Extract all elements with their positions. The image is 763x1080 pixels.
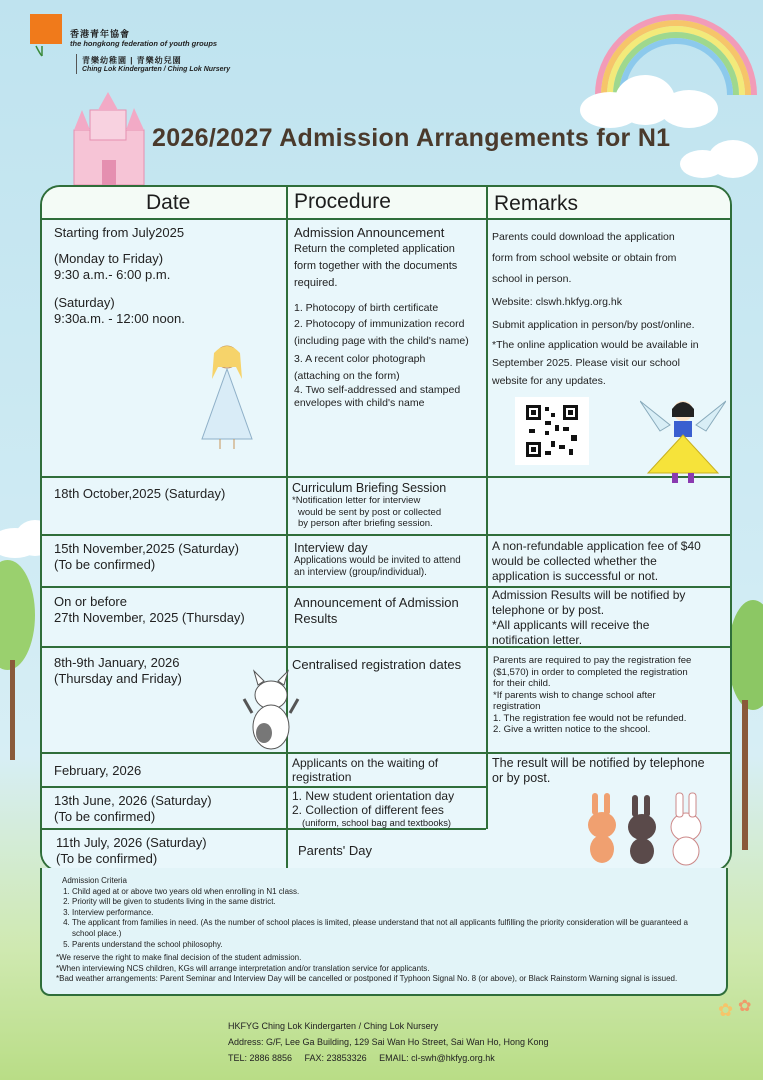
column-divider — [286, 187, 288, 870]
procedure-text: Applicants on the waiting of — [292, 756, 439, 770]
document-item: 2. Photocopy of immunization record — [294, 318, 465, 330]
remarks-cell — [492, 588, 728, 648]
remarks-text: The result will be notified by telephone — [492, 756, 705, 770]
list-item: 2. Priority will be given to students living in the same district. — [72, 897, 712, 908]
remarks-text: 2. Give a written notice to the shcool. — [493, 724, 651, 735]
procedure-text: required. — [294, 277, 338, 289]
remarks-text: form from school website or obtain from — [492, 252, 677, 264]
column-header-date: Date — [146, 191, 191, 214]
date-text: (To be confirmed) — [54, 809, 156, 824]
cloud-illustration — [580, 70, 720, 130]
date-text: On or before — [54, 594, 127, 609]
date-cell — [54, 594, 245, 626]
procedure-title: Interview day — [294, 541, 368, 555]
castle-illustration — [62, 90, 157, 185]
criteria-title: Admission Criteria — [62, 876, 127, 885]
kindergarten-name-zh: 青樂幼稚園 | 青樂幼兒園 — [82, 56, 182, 65]
remarks-text: ($1,570) in order to completed the registration — [493, 666, 688, 678]
website-text: Website: clswh.hkfyg.org.hk — [492, 296, 622, 308]
princess-illustration — [640, 387, 726, 487]
remarks-text: *The online application would be available in — [492, 339, 699, 351]
procedure-text: Results — [294, 611, 338, 626]
procedure-cell: Centralised registration dates — [292, 657, 462, 672]
date-cell — [54, 793, 212, 825]
list-item: 3. Interview performance. — [72, 908, 712, 919]
page-title: 2026/2027 Admission Arrangements for N1 — [152, 124, 671, 152]
remarks-text: notification letter. — [492, 633, 583, 647]
date-cell: 18th October,2025 (Saturday) — [54, 486, 226, 501]
remarks-text: Parents could download the application — [492, 231, 675, 243]
remarks-cell — [493, 655, 729, 736]
remarks-text: Parents are required to pay the registration fee — [493, 655, 692, 666]
column-header-procedure: Procedure — [294, 190, 391, 213]
procedure-title: Admission Announcement — [294, 225, 445, 240]
date-text: 9:30 a.m.- 6:00 p.m. — [54, 267, 171, 282]
column-divider — [486, 187, 488, 829]
date-text: Starting from July2025 — [54, 225, 185, 240]
criteria-list — [56, 887, 712, 951]
date-text: 9:30a.m. - 12:00 noon. — [54, 311, 185, 326]
document-item: (attaching on the form) — [294, 370, 400, 382]
date-text: (To be confirmed) — [54, 557, 156, 572]
header-divider — [76, 54, 77, 74]
cloud-illustration — [680, 140, 760, 180]
rabbits-illustration — [580, 787, 720, 867]
procedure-text: form together with the documents — [294, 260, 458, 272]
remarks-text: September 2025. Please visit our school — [492, 357, 680, 369]
footer-school-name: HKFYG Ching Lok Kindergarten / Ching Lok Nursery — [228, 1021, 439, 1031]
document-item: envelopes with child's name — [294, 397, 425, 409]
remarks-text: A non-refundable application fee of $40 — [492, 539, 701, 553]
date-cell — [56, 835, 207, 867]
remarks-cell — [492, 756, 728, 786]
row-divider — [42, 218, 730, 220]
date-text: (Thursday and Friday) — [54, 671, 182, 686]
row-divider — [42, 752, 730, 754]
footer-contact — [228, 1018, 549, 1066]
date-text: 11th July, 2026 (Saturday) — [56, 835, 207, 850]
procedure-text: 1. New student orientation day — [292, 789, 455, 803]
procedure-cell — [292, 789, 484, 829]
date-text: 27th November, 2025 (Thursday) — [54, 610, 245, 625]
date-cell — [54, 225, 282, 327]
criteria-note: *Bad weather arrangements: Parent Seminar and Interview Day will be cancelled or postponed if Typhoon Signal No. 8 (or above), or Black Rainstorm Warning signal is issued. — [56, 974, 678, 984]
procedure-text: (uniform, school bag and textbooks) — [302, 817, 452, 828]
remarks-text: *If parents wish to change school after — [493, 689, 656, 701]
procedure-text: registration — [292, 770, 352, 784]
date-text: (To be confirmed) — [56, 851, 158, 866]
remarks-text: or by post. — [492, 771, 551, 785]
procedure-cell — [294, 225, 484, 410]
date-text: (Monday to Friday) — [54, 251, 164, 266]
date-text: 8th-9th January, 2026 — [54, 655, 180, 670]
date-cell: February, 2026 — [54, 763, 142, 778]
procedure-title: Curriculum Briefing Session — [292, 481, 447, 495]
org-name-zh: 香港青年協會 — [70, 29, 131, 39]
procedure-text: 2. Collection of different fees — [292, 803, 444, 817]
remarks-cell — [492, 539, 728, 584]
org-name-en: the hongkong federation of youth groups — [70, 39, 218, 48]
tree-illustration — [728, 600, 763, 850]
qr-code-icon[interactable] — [515, 397, 589, 465]
date-cell — [54, 655, 182, 687]
row-divider — [42, 786, 486, 788]
remarks-text: telephone or by post. — [492, 603, 605, 617]
hkfyg-logo — [30, 14, 62, 44]
remarks-cell — [492, 227, 728, 390]
kindergarten-name-en: Ching Lok Kindergarten / Ching Lok Nursery — [82, 66, 231, 73]
remarks-text: Admission Results will be notified by — [492, 588, 686, 602]
procedure-cell — [294, 595, 484, 627]
remarks-text: website for any updates. — [492, 375, 606, 387]
list-item: 4. The applicant from families in need. (As the number of school places is limited, please understand that not all applicants fulfilling the priority consideration will be guaranteed a school place.) — [72, 918, 712, 939]
procedure-cell — [294, 541, 486, 578]
document-item: 3. A recent color photograph — [294, 353, 426, 365]
flower-icon: ✿ — [718, 1000, 734, 1020]
procedure-text: by person after briefing session. — [298, 518, 433, 529]
procedure-text: Return the completed application — [294, 243, 455, 255]
column-header-remarks: Remarks — [494, 192, 579, 215]
remarks-text: application is successful or not. — [492, 569, 659, 583]
flower-icon: ✿ — [738, 998, 752, 1015]
girl-illustration — [192, 339, 262, 451]
procedure-text: Announcement of Admission — [294, 595, 459, 610]
criteria-note: *When interviewing NCS children, KGs will arrange interpretation and/or translation service for applicants. — [56, 963, 430, 973]
remarks-text: 1. The registration fee would not be refunded. — [493, 712, 687, 724]
cat-illustration — [242, 669, 300, 753]
procedure-cell — [292, 481, 484, 530]
remarks-text: school in person. — [492, 273, 572, 285]
procedure-text: *Notification letter for interview — [292, 495, 421, 506]
admission-criteria — [40, 868, 728, 996]
tree-illustration — [0, 560, 40, 760]
list-item: 5. Parents understand the school philosophy. — [72, 940, 712, 951]
procedure-cell: Parents' Day — [298, 843, 373, 858]
row-divider — [42, 534, 730, 536]
document-item: 1. Photocopy of birth certificate — [294, 302, 439, 314]
remarks-text: registration — [493, 701, 541, 712]
remarks-text: Submit application in person/by post/online. — [492, 319, 695, 331]
footer-contact-line[interactable]: TEL: 2886 8856 FAX: 23853326 EMAIL: cl-swh@hkfyg.org.hk — [228, 1053, 495, 1063]
procedure-text: would be sent by post or collected — [298, 506, 442, 518]
date-cell — [54, 541, 239, 573]
list-item: 1. Child aged at or above two years old when enrolling in N1 class. — [72, 887, 712, 898]
footer-address: Address: G/F, Lee Ga Building, 129 Sai Wan Ho Street, Sai Wan Ho, Hong Kong — [228, 1037, 549, 1047]
remarks-text: for their child. — [493, 678, 551, 689]
criteria-note: *We reserve the right to make final decision of the student admission. — [56, 953, 302, 963]
procedure-text: Applications would be invited to attend — [294, 555, 461, 566]
remarks-text: would be collected whether the — [492, 554, 657, 568]
logo-mark-icon — [30, 44, 62, 58]
date-text: (Saturday) — [54, 295, 115, 310]
date-text: 13th June, 2026 (Saturday) — [54, 793, 212, 808]
date-text: 15th November,2025 (Saturday) — [54, 541, 239, 556]
remarks-text: *All applicants will receive the — [492, 618, 650, 632]
procedure-cell — [292, 756, 484, 784]
document-item: (including page with the child's name) — [294, 335, 469, 347]
row-divider — [42, 476, 730, 478]
procedure-text: an interview (group/individual). — [294, 566, 427, 578]
document-item: 4. Two self-addressed and stamped — [294, 384, 461, 396]
admission-schedule-table — [40, 185, 732, 872]
